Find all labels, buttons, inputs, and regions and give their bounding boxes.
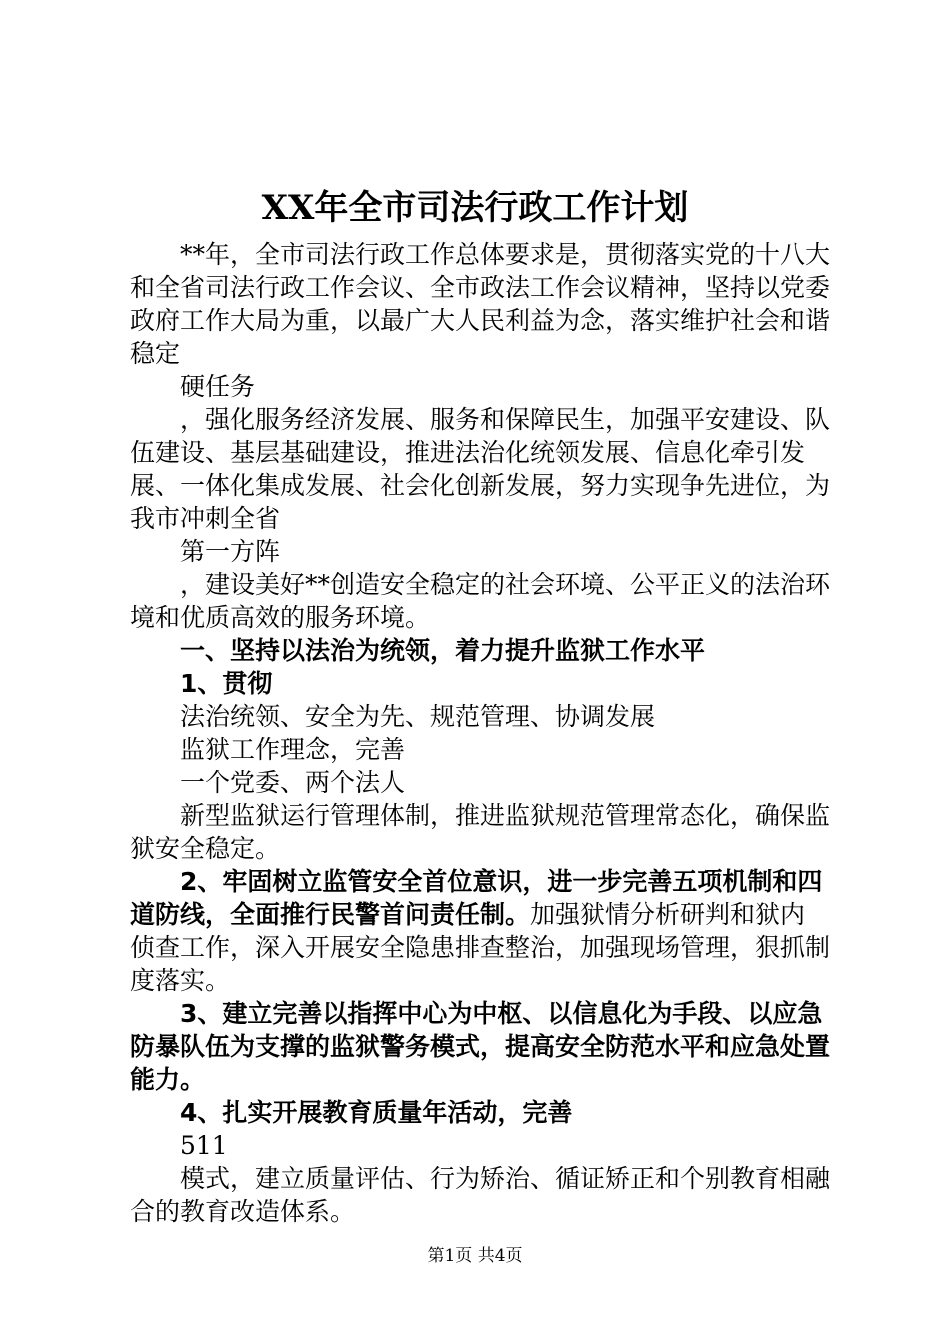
- item-3: 3、建立完善以指挥中心为中枢、以信息化为手段、以应急防暴队伍为支撑的监狱警务模式，提高安全防范水平和应急处置能力。: [130, 999, 831, 1094]
- paragraph-concept: 法治统领、安全为先、规范管理、协调发展: [180, 702, 656, 731]
- item-4-heading: 4、扎实开展教育质量年活动，完善: [180, 1098, 573, 1127]
- paragraph-first-rank: 第一方阵: [180, 537, 281, 566]
- section-heading-1: 一、坚持以法治为统领，着力提升监狱工作水平: [180, 636, 706, 665]
- paragraph-intro: **年，全市司法行政工作总体要求是，贯彻落实党的十八大和全省司法行政工作会议、全市政法工作会议精神，坚持以党委政府工作大局为重，以最广大人民利益为念，落实维护社会和谐稳定: [130, 240, 831, 368]
- item-1-heading: 1、贯彻: [180, 669, 273, 698]
- paragraph-prison-concept: 监狱工作理念，完善: [180, 735, 406, 764]
- paragraph-new-system: 新型监狱运行管理体制，推进监狱规范管理常态化，确保监狱安全稳定。: [130, 801, 831, 863]
- paragraph-environment: ，建设美好**创造安全稳定的社会环境、公平正义的法治环境和优质高效的服务环境。: [130, 570, 831, 632]
- paragraph-model: 模式，建立质量评估、行为矫治、循证矫正和个别教育相融合的教育改造体系。: [130, 1164, 831, 1226]
- paragraph-511: 511: [180, 1131, 228, 1160]
- item-2-text: 加强狱情分析研判和狱内侦查工作，深入开展安全隐患排查整治，加强现场管理，狠抓制度落实。: [130, 900, 831, 995]
- paragraph-one-committee: 一个党委、两个法人: [180, 768, 406, 797]
- document-title: XX年全市司法行政工作计划: [261, 188, 689, 228]
- item-2-heading: 2、牢固树立监管安全首位意识，进一步完善五项机制和四道防线，全面推行民警首问责任制。: [130, 867, 823, 929]
- document-body: [130, 238, 830, 1228]
- page-footer: 第1页 共4页: [427, 1246, 523, 1266]
- item-2: [130, 865, 830, 997]
- paragraph-hard-task: 硬任务: [180, 372, 256, 401]
- paragraph-strengthen: ，强化服务经济发展、服务和保障民生，加强平安建设、队伍建设、基层基础建设，推进法治化统领发展、信息化牵引发展、一体化集成发展、社会化创新发展，努力实现争先进位，为我市冲刺全省: [130, 405, 831, 533]
